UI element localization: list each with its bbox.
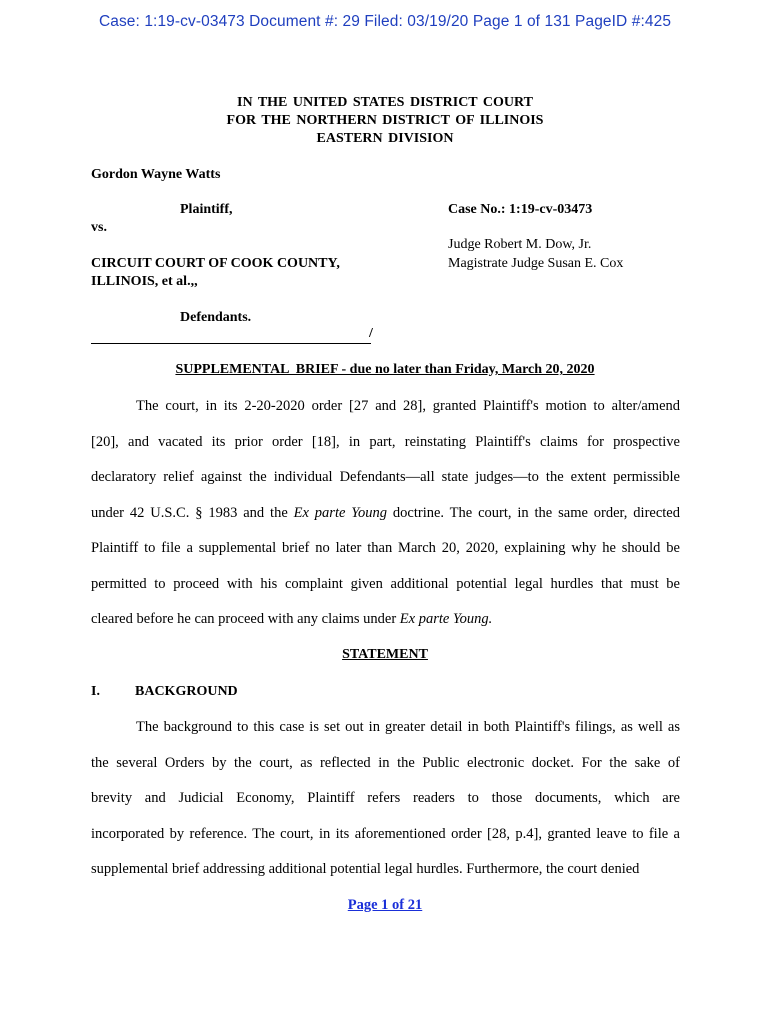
paragraph-line: declaratory relief against the individual Defendants—all state judges—to the extent permissible — [91, 469, 680, 485]
background-paragraph — [91, 710, 680, 888]
caption-rule — [91, 343, 371, 344]
court-division-line: EASTERN DIVISION — [316, 131, 454, 146]
paragraph-line: under 42 U.S.C. § 1983 and the Ex parte Young doctrine. The court, in the same order, directed — [91, 504, 680, 521]
brief-title: SUPPLEMENTAL BRIEF - due no later than Friday, March 20, 2020 — [175, 362, 595, 377]
court-heading — [0, 94, 770, 148]
filing-header-stamp: Case: 1:19-cv-03473 Document #: 29 Filed: 03/19/20 Page 1 of 131 PageID #:425 — [98, 13, 672, 30]
magistrate-name: Magistrate Judge Susan E. Cox — [448, 256, 624, 271]
paragraph-line: brevity and Judicial Economy, Plaintiff refers readers to those documents, which are — [91, 790, 680, 806]
court-district-line: FOR THE NORTHERN DISTRICT OF ILLINOIS — [226, 113, 544, 128]
paragraph-line: incorporated by reference. The court, in its aforementioned order [28, p.4], granted leave to file a — [91, 825, 680, 842]
versus-label: vs. — [91, 220, 107, 235]
section-number: I. — [91, 684, 100, 699]
paragraph-line: permitted to proceed with his complaint given additional potential legal hurdles that must be — [91, 575, 680, 592]
plaintiff-role: Plaintiff, — [180, 202, 233, 217]
paragraph-line: Plaintiff to file a supplemental brief no later than March 20, 2020, explaining why he should be — [91, 540, 680, 556]
section-title: BACKGROUND — [135, 684, 238, 699]
paragraph-line: the several Orders by the court, as reflected in the Public electronic docket. For the sake of — [91, 754, 680, 771]
defendant-role: Defendants. — [180, 310, 252, 325]
judge-name: Judge Robert M. Dow, Jr. — [448, 237, 592, 252]
defendant-name-line2: ILLINOIS, et al.,, — [91, 274, 198, 289]
case-citation: Ex parte Young. — [399, 611, 493, 627]
paragraph-line: cleared before he can proceed with any claims under Ex parte Young. — [91, 611, 493, 627]
plaintiff-name: Gordon Wayne Watts — [91, 167, 221, 182]
statement-heading: STATEMENT — [342, 647, 428, 662]
paragraph-line: [20], and vacated its prior order [18], in part, reinstating Plaintiff's claims for prospective — [91, 433, 680, 450]
case-number: Case No.: 1:19-cv-03473 — [448, 202, 593, 217]
defendant-name-line1: CIRCUIT COURT OF COOK COUNTY, — [91, 256, 340, 271]
court-name-line: IN THE UNITED STATES DISTRICT COURT — [237, 95, 533, 110]
caption-slash: / — [369, 326, 373, 341]
paragraph-line: supplemental brief addressing additional potential legal hurdles. Furthermore, the court denied — [91, 861, 640, 877]
paragraph-line: The court, in its 2-20-2020 order [27 and 28], granted Plaintiff's motion to alter/amend — [136, 398, 680, 414]
page-number-footer: Page 1 of 21 — [347, 897, 423, 913]
paragraph-line: The background to this case is set out in greater detail in both Plaintiff's filings, as well as — [136, 719, 680, 735]
case-citation: Ex parte Young — [293, 504, 388, 521]
intro-paragraph — [91, 389, 680, 638]
